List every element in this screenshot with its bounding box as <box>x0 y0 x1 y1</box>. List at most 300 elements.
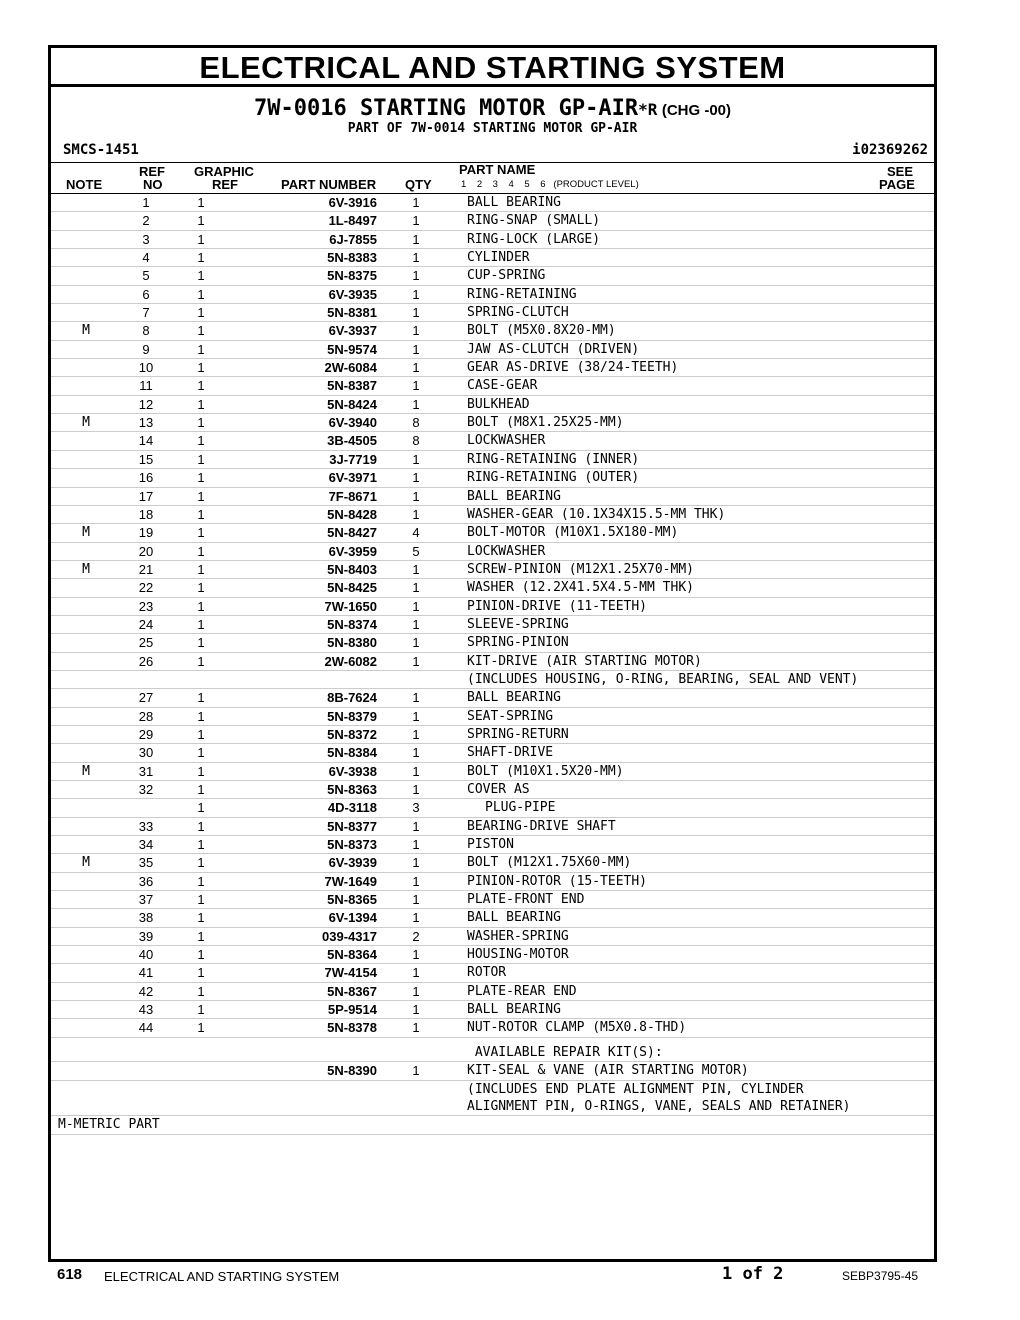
row-ref-no: 4 <box>121 249 171 267</box>
row-part-name: CUP-SPRING <box>443 267 874 285</box>
table-row <box>51 1001 934 1019</box>
row-part-number: 5N-8380 <box>231 634 389 652</box>
change-level: (CHG -00) <box>661 102 731 119</box>
table-row <box>51 377 934 395</box>
row-ref-no: 35 <box>121 854 171 872</box>
row-graphic-ref: 1 <box>171 322 231 340</box>
row-see-page <box>874 304 934 322</box>
table-row <box>51 249 934 267</box>
row-note: M <box>51 560 121 578</box>
col-ref-1: REF <box>139 164 165 179</box>
row-part-name: SPRING-RETURN <box>443 725 874 743</box>
row-qty: 1 <box>389 212 443 230</box>
row-qty: 4 <box>389 524 443 542</box>
row-part-number: 5N-8383 <box>231 249 389 267</box>
row-part-name: SEAT-SPRING <box>443 707 874 725</box>
row-note <box>51 836 121 854</box>
row-graphic-ref: 1 <box>171 194 231 212</box>
row-see-page <box>874 524 934 542</box>
page-number: 618 <box>57 1266 83 1283</box>
table-row <box>51 487 934 505</box>
row-see-page <box>874 634 934 652</box>
row-part-name: BALL BEARING <box>443 194 874 212</box>
row-note <box>51 1001 121 1019</box>
row-graphic-ref: 1 <box>171 267 231 285</box>
row-ref-no: 6 <box>121 285 171 303</box>
row-qty: 1 <box>389 725 443 743</box>
row-part-name: LOCKWASHER <box>443 542 874 560</box>
row-qty: 1 <box>389 560 443 578</box>
row-part-name: RING-LOCK (LARGE) <box>443 230 874 248</box>
table-row <box>51 359 934 377</box>
row-part-name: PINION-DRIVE (11-TEETH) <box>443 597 874 615</box>
row-ref-no: 21 <box>121 560 171 578</box>
table-row <box>51 414 934 432</box>
row-graphic-ref: 1 <box>171 652 231 670</box>
row-see-page <box>874 230 934 248</box>
row-graphic-ref: 1 <box>171 615 231 633</box>
row-part-name: GEAR AS-DRIVE (38/24-TEETH) <box>443 359 874 377</box>
row-qty: 1 <box>389 340 443 358</box>
col-part-number: PART NUMBER <box>281 177 377 192</box>
row-qty: 8 <box>389 414 443 432</box>
row-qty: 1 <box>389 946 443 964</box>
table-row <box>51 579 934 597</box>
row-part-number: 5N-8424 <box>231 395 389 413</box>
row-part-name: WASHER-GEAR (10.1X34X15.5-MM THK) <box>443 505 874 523</box>
row-graphic-ref: 1 <box>171 744 231 762</box>
row-note: M <box>51 762 121 780</box>
row-see-page <box>874 340 934 358</box>
row-see-page <box>874 1037 934 1061</box>
row-ref-no: 1 <box>121 194 171 212</box>
row-qty: 1 <box>389 707 443 725</box>
table-row <box>51 762 934 780</box>
row-ref-no: 39 <box>121 927 171 945</box>
row-ref-no: 32 <box>121 781 171 799</box>
row-part-number <box>231 1080 389 1116</box>
row-see-page <box>874 927 934 945</box>
row-part-name: ROTOR <box>443 964 874 982</box>
row-ref-no: 16 <box>121 469 171 487</box>
row-part-number: 6V-3916 <box>231 194 389 212</box>
row-part-number: 5N-8390 <box>231 1062 389 1080</box>
row-part-number: 5N-8377 <box>231 817 389 835</box>
row-graphic-ref: 1 <box>171 487 231 505</box>
row-part-name: SHAFT-DRIVE <box>443 744 874 762</box>
row-graphic-ref <box>171 1037 231 1061</box>
row-part-number: 6V-3939 <box>231 854 389 872</box>
row-part-number: 5N-8428 <box>231 505 389 523</box>
row-ref-no: 14 <box>121 432 171 450</box>
row-qty <box>389 1037 443 1061</box>
row-note <box>51 634 121 652</box>
row-qty: 1 <box>389 909 443 927</box>
row-qty <box>389 670 443 688</box>
row-see-page <box>874 707 934 725</box>
row-qty: 1 <box>389 597 443 615</box>
row-see-page <box>874 817 934 835</box>
parts-table <box>51 194 934 1135</box>
row-qty: 1 <box>389 652 443 670</box>
row-part-number: 6V-3971 <box>231 469 389 487</box>
table-row <box>51 194 934 212</box>
row-ref-no: 11 <box>121 377 171 395</box>
row-graphic-ref: 1 <box>171 799 231 817</box>
row-note <box>51 909 121 927</box>
row-graphic-ref: 1 <box>171 450 231 468</box>
table-row <box>51 799 934 817</box>
row-ref-no: 31 <box>121 762 171 780</box>
table-row <box>51 1080 934 1116</box>
row-part-number: 7W-4154 <box>231 964 389 982</box>
row-see-page <box>874 560 934 578</box>
row-part-name: BALL BEARING <box>443 1001 874 1019</box>
row-part-name: LOCKWASHER <box>443 432 874 450</box>
row-note <box>51 212 121 230</box>
table-row <box>51 304 934 322</box>
row-graphic-ref: 1 <box>171 927 231 945</box>
row-graphic-ref: 1 <box>171 542 231 560</box>
row-part-name: (INCLUDES END PLATE ALIGNMENT PIN, CYLINDER ALIGNMENT PIN, O-RINGS, VANE, SEALS AND RETAINER) <box>443 1080 874 1116</box>
row-ref-no: 36 <box>121 872 171 890</box>
row-see-page <box>874 725 934 743</box>
row-ref-no: 25 <box>121 634 171 652</box>
group-title <box>51 97 934 123</box>
row-see-page <box>874 267 934 285</box>
row-see-page <box>874 670 934 688</box>
row-graphic-ref: 1 <box>171 781 231 799</box>
table-row <box>51 340 934 358</box>
table-row <box>51 505 934 523</box>
row-note <box>51 1019 121 1037</box>
table-row <box>51 652 934 670</box>
row-note <box>51 304 121 322</box>
table-row <box>51 230 934 248</box>
row-see-page <box>874 450 934 468</box>
row-ref-no: 2 <box>121 212 171 230</box>
row-note <box>51 964 121 982</box>
row-part-number: 5N-8375 <box>231 267 389 285</box>
row-qty: 1 <box>389 817 443 835</box>
row-see-page <box>874 652 934 670</box>
row-graphic-ref: 1 <box>171 579 231 597</box>
row-part-number: 5N-8403 <box>231 560 389 578</box>
row-see-page <box>874 799 934 817</box>
row-graphic-ref <box>171 1062 231 1080</box>
row-graphic-ref: 1 <box>171 1019 231 1037</box>
row-qty: 1 <box>389 230 443 248</box>
row-see-page <box>874 982 934 1000</box>
row-ref-no: 23 <box>121 597 171 615</box>
row-qty: 1 <box>389 249 443 267</box>
row-note <box>51 267 121 285</box>
row-ref-no: 3 <box>121 230 171 248</box>
row-part-name: BULKHEAD <box>443 395 874 413</box>
col-see-2: PAGE <box>879 177 915 192</box>
table-row <box>51 634 934 652</box>
row-graphic-ref: 1 <box>171 836 231 854</box>
table-row <box>51 469 934 487</box>
row-note <box>51 194 121 212</box>
parts-list-frame <box>48 45 937 1262</box>
row-part-number: 6V-3938 <box>231 762 389 780</box>
col-note: NOTE <box>66 177 103 192</box>
row-see-page <box>874 1080 934 1116</box>
row-graphic-ref: 1 <box>171 340 231 358</box>
page-of: 1 of 2 <box>722 1264 784 1284</box>
row-part-number: 7W-1649 <box>231 872 389 890</box>
row-qty: 2 <box>389 927 443 945</box>
row-ref-no: 5 <box>121 267 171 285</box>
row-note <box>51 340 121 358</box>
row-ref-no: 33 <box>121 817 171 835</box>
row-graphic-ref: 1 <box>171 1001 231 1019</box>
row-ref-no: 8 <box>121 322 171 340</box>
row-part-number: 5N-8427 <box>231 524 389 542</box>
row-part-number: 3J-7719 <box>231 450 389 468</box>
row-part-number: 5N-8372 <box>231 725 389 743</box>
row-qty: 1 <box>389 1062 443 1080</box>
row-see-page <box>874 964 934 982</box>
row-note <box>51 469 121 487</box>
doc-id: SEBP3795-45 <box>842 1269 919 1283</box>
row-note <box>51 725 121 743</box>
row-ref-no: 12 <box>121 395 171 413</box>
illustration-id: i02369262 <box>852 142 928 158</box>
row-note <box>51 817 121 835</box>
row-note <box>51 249 121 267</box>
row-qty: 1 <box>389 450 443 468</box>
table-row <box>51 524 934 542</box>
table-row <box>51 891 934 909</box>
metric-footnote: M-METRIC PART <box>51 1116 934 1134</box>
table-row <box>51 982 934 1000</box>
row-ref-no <box>121 1062 171 1080</box>
row-graphic-ref: 1 <box>171 304 231 322</box>
row-ref-no: 44 <box>121 1019 171 1037</box>
row-note <box>51 505 121 523</box>
row-ref-no: 7 <box>121 304 171 322</box>
page-footer <box>0 1266 1020 1286</box>
footer-section: ELECTRICAL AND STARTING SYSTEM <box>104 1269 340 1284</box>
row-graphic-ref: 1 <box>171 469 231 487</box>
row-part-name: RING-RETAINING (OUTER) <box>443 469 874 487</box>
smcs-code: SMCS-1451 <box>63 142 139 158</box>
row-ref-no: 34 <box>121 836 171 854</box>
table-row <box>51 872 934 890</box>
row-part-number: 5N-8384 <box>231 744 389 762</box>
row-part-name: SPRING-PINION <box>443 634 874 652</box>
row-see-page <box>874 212 934 230</box>
row-ref-no: 19 <box>121 524 171 542</box>
row-see-page <box>874 249 934 267</box>
table-row <box>51 542 934 560</box>
row-graphic-ref: 1 <box>171 249 231 267</box>
table-row <box>51 964 934 982</box>
table-row <box>51 707 934 725</box>
table-row <box>51 450 934 468</box>
table-row <box>51 1019 934 1037</box>
row-part-name: WASHER-SPRING <box>443 927 874 945</box>
col-see-1: SEE <box>887 164 914 179</box>
row-part-number: 6V-3937 <box>231 322 389 340</box>
row-note: M <box>51 524 121 542</box>
row-part-name: PLATE-FRONT END <box>443 891 874 909</box>
row-part-name: RING-RETAINING <box>443 285 874 303</box>
row-qty: 1 <box>389 267 443 285</box>
row-ref-no: 18 <box>121 505 171 523</box>
row-ref-no: 17 <box>121 487 171 505</box>
row-note <box>51 946 121 964</box>
row-part-number <box>231 1037 389 1061</box>
row-part-number: 5N-8363 <box>231 781 389 799</box>
col-graphic-1: GRAPHIC <box>194 164 254 179</box>
row-ref-no <box>121 1037 171 1061</box>
row-note <box>51 615 121 633</box>
row-part-name: SPRING-CLUTCH <box>443 304 874 322</box>
table-row <box>51 817 934 835</box>
row-qty <box>389 1080 443 1116</box>
table-row <box>51 1037 934 1061</box>
row-ref-no: 9 <box>121 340 171 358</box>
row-note <box>51 982 121 1000</box>
row-ref-no: 41 <box>121 964 171 982</box>
row-qty: 1 <box>389 615 443 633</box>
row-part-name: SLEEVE-SPRING <box>443 615 874 633</box>
row-see-page <box>874 359 934 377</box>
row-part-number: 5N-8379 <box>231 707 389 725</box>
row-part-name: AVAILABLE REPAIR KIT(S): <box>443 1037 874 1061</box>
row-see-page <box>874 762 934 780</box>
group-suffix: *R <box>638 100 658 119</box>
row-part-name: CYLINDER <box>443 249 874 267</box>
col-ref-2: NO <box>143 177 163 192</box>
row-note <box>51 891 121 909</box>
row-qty: 1 <box>389 1019 443 1037</box>
row-part-number: 5N-9574 <box>231 340 389 358</box>
row-graphic-ref: 1 <box>171 414 231 432</box>
row-graphic-ref: 1 <box>171 524 231 542</box>
row-see-page <box>874 487 934 505</box>
row-note <box>51 395 121 413</box>
row-qty: 1 <box>389 469 443 487</box>
row-note <box>51 542 121 560</box>
row-part-name: (INCLUDES HOUSING, O-RING, BEARING, SEAL AND VENT) <box>443 670 874 688</box>
row-part-name: HOUSING-MOTOR <box>443 946 874 964</box>
row-see-page <box>874 542 934 560</box>
row-note: M <box>51 854 121 872</box>
row-part-name: WASHER (12.2X41.5X4.5-MM THK) <box>443 579 874 597</box>
row-qty: 1 <box>389 579 443 597</box>
row-part-name: PISTON <box>443 836 874 854</box>
row-qty: 1 <box>389 964 443 982</box>
row-see-page <box>874 469 934 487</box>
row-part-number: 6V-3940 <box>231 414 389 432</box>
table-row <box>51 689 934 707</box>
row-ref-no: 42 <box>121 982 171 1000</box>
row-qty: 1 <box>389 854 443 872</box>
row-part-number: 4D-3118 <box>231 799 389 817</box>
row-ref-no: 30 <box>121 744 171 762</box>
row-see-page <box>874 615 934 633</box>
row-see-page <box>874 854 934 872</box>
row-see-page <box>874 946 934 964</box>
row-part-name: BOLT (M10X1.5X20-MM) <box>443 762 874 780</box>
row-note <box>51 377 121 395</box>
part-of-line: PART OF 7W-0014 STARTING MOTOR GP-AIR <box>347 121 638 136</box>
row-note <box>51 1062 121 1080</box>
row-graphic-ref <box>171 1080 231 1116</box>
row-see-page <box>874 395 934 413</box>
row-qty: 1 <box>389 634 443 652</box>
row-graphic-ref: 1 <box>171 359 231 377</box>
row-ref-no: 43 <box>121 1001 171 1019</box>
table-row <box>51 615 934 633</box>
footnote-row <box>51 1116 934 1134</box>
row-graphic-ref: 1 <box>171 505 231 523</box>
row-part-number: 8B-7624 <box>231 689 389 707</box>
row-qty: 1 <box>389 505 443 523</box>
row-graphic-ref: 1 <box>171 762 231 780</box>
row-see-page <box>874 505 934 523</box>
row-part-name: PLATE-REAR END <box>443 982 874 1000</box>
row-part-number: 5N-8378 <box>231 1019 389 1037</box>
row-ref-no: 40 <box>121 946 171 964</box>
row-part-number: 5N-8387 <box>231 377 389 395</box>
row-note <box>51 450 121 468</box>
row-ref-no <box>121 670 171 688</box>
table-row <box>51 560 934 578</box>
table-row <box>51 725 934 743</box>
row-see-page <box>874 377 934 395</box>
row-part-number: 5N-8367 <box>231 982 389 1000</box>
row-graphic-ref: 1 <box>171 982 231 1000</box>
row-note <box>51 707 121 725</box>
row-see-page <box>874 872 934 890</box>
column-headers <box>51 162 934 194</box>
row-part-number: 7F-8671 <box>231 487 389 505</box>
row-ref-no: 20 <box>121 542 171 560</box>
row-graphic-ref: 1 <box>171 597 231 615</box>
col-product-level: 1 2 3 4 5 6 (PRODUCT LEVEL) <box>461 179 639 190</box>
row-part-number: 6V-1394 <box>231 909 389 927</box>
row-see-page <box>874 414 934 432</box>
row-part-name: NUT-ROTOR CLAMP (M5X0.8-THD) <box>443 1019 874 1037</box>
row-note <box>51 597 121 615</box>
row-qty: 1 <box>389 872 443 890</box>
row-part-number: 1L-8497 <box>231 212 389 230</box>
row-part-number: 5N-8381 <box>231 304 389 322</box>
table-row <box>51 212 934 230</box>
row-graphic-ref: 1 <box>171 377 231 395</box>
row-note <box>51 744 121 762</box>
table-row <box>51 670 934 688</box>
row-part-name: RING-SNAP (SMALL) <box>443 212 874 230</box>
row-see-page <box>874 322 934 340</box>
row-see-page <box>874 909 934 927</box>
row-qty: 1 <box>389 891 443 909</box>
row-ref-no: 24 <box>121 615 171 633</box>
table-row <box>51 432 934 450</box>
row-see-page <box>874 597 934 615</box>
row-graphic-ref: 1 <box>171 725 231 743</box>
row-qty: 1 <box>389 781 443 799</box>
row-part-name: BOLT (M12X1.75X60-MM) <box>443 854 874 872</box>
row-note <box>51 1037 121 1061</box>
row-note <box>51 927 121 945</box>
row-part-name: BOLT-MOTOR (M10X1.5X180-MM) <box>443 524 874 542</box>
